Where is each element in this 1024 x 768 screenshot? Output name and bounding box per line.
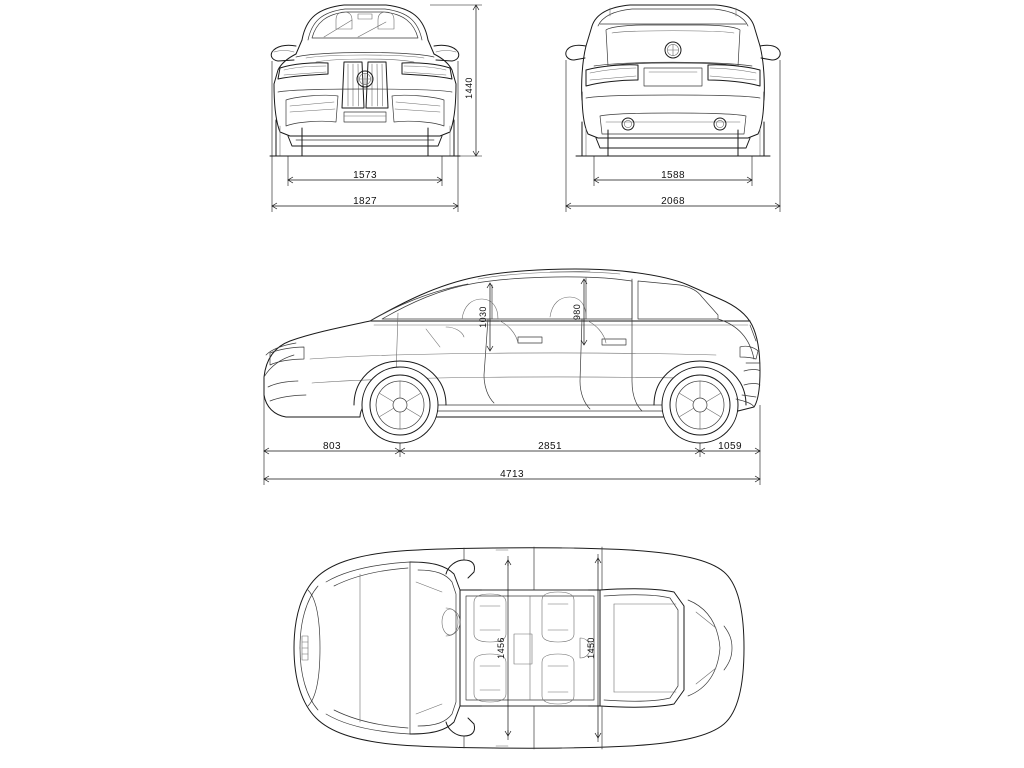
dimension-vehicle-height [430, 5, 482, 156]
dimension-value-front-overhang: 803 [323, 441, 341, 452]
dimension-value-overall-length: 4713 [500, 469, 524, 480]
rear-view-dimensions [548, 0, 808, 230]
dimension-value-rear-track: 1588 [661, 170, 685, 181]
dimension-rear-track [594, 156, 752, 186]
top-view [250, 530, 790, 768]
top-car-outline [294, 547, 744, 749]
dimension-value-front-track: 1573 [353, 170, 377, 181]
dimension-front-shoulder-room [496, 556, 511, 740]
dimension-front-track [288, 156, 442, 186]
side-view-dimensions [250, 255, 810, 495]
top-view-drawing [250, 530, 790, 768]
dimension-overall-length [264, 469, 760, 482]
dimension-front-overhang [264, 441, 400, 454]
dimension-rear-overhang [700, 441, 760, 454]
dimension-value-front-headroom: 1030 [478, 306, 488, 328]
dimension-value-body-width: 1827 [353, 196, 377, 207]
dimension-rear-shoulder-room [586, 554, 601, 742]
dimension-value-rear-overhang: 1059 [718, 441, 742, 452]
dimension-value-width-mirrors: 2068 [661, 196, 685, 207]
dimension-body-width [272, 61, 458, 212]
dimension-wheelbase [400, 441, 700, 454]
dimension-value-height: 1440 [464, 77, 474, 99]
dimension-value-rear-shoulder: 1450 [586, 637, 596, 659]
dimension-width-with-mirrors [566, 60, 780, 212]
front-view-dimensions [240, 0, 500, 230]
dimension-value-wheelbase: 2851 [538, 441, 562, 452]
dimension-value-rear-headroom: 980 [572, 303, 582, 321]
dimension-value-front-shoulder: 1456 [496, 637, 506, 659]
